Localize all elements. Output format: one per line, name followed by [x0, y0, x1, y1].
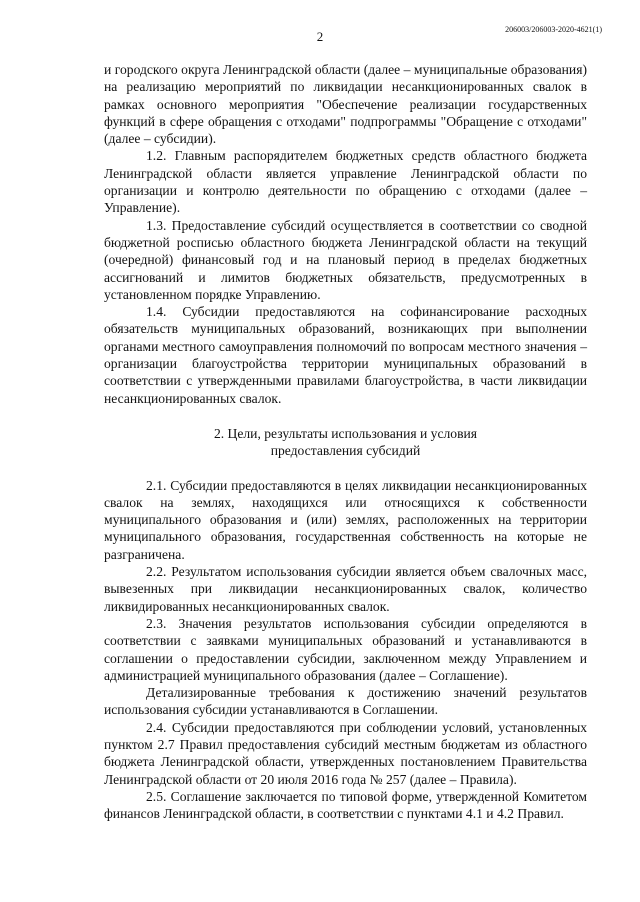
section-2-title-line-1: 2. Цели, результаты использования и условия [213, 425, 478, 441]
paragraph-2-3: 2.3. Значения результатов использования субсидии определяются в соответствии с заявками муниципальных образований и устанавливаются в соглашении о предоставлении субсидии, заключенном между Управлением и администрацией муниципального образования (далее – Соглашение). [104, 615, 587, 683]
section-2-title [104, 425, 587, 460]
paragraph-2-2: 2.2. Результатом использования субсидии является объем свалочных масс, вывезенных при ликвидации несанкционированных свалок, количество ликвидированных несанкционированных свалок. [104, 564, 587, 614]
paragraph-1-4: 1.4. Субсидии предоставляются на софинансирование расходных обязательств муниципальных образований, возникающих при выполнении органами местного самоуправления полномочий по вопросам местного значения – организации благоустройства территории муниципальных образований в соответствии с утвержденными правилами благоустройства, в части ликвидации несанкционированных свалок. [104, 304, 587, 406]
section-2-title-line-2: предоставления субсидий [270, 443, 421, 459]
paragraph-continuation: и городского округа Ленинградской области (далее – муниципальные образования) на реализацию мероприятий по ликвидации несанкционированных свалок в рамках основного мероприятия "Обеспечение реализации государственных функций в сфере обращения с отходами" подпрограммы "Обращение с отходами" (далее – субсидии). [104, 62, 587, 147]
document-code: 206003/206003-2020-4621(1) [505, 25, 602, 34]
paragraph-1-2: 1.2. Главным распорядителем бюджетных средств областного бюджета Ленинградской области является управление Ленинградской области по организации и контролю деятельности по обращению с отходами (далее – Управление). [104, 148, 587, 216]
paragraph-2-4: 2.4. Субсидии предоставляются при соблюдении условий, установленных пунктом 2.7 Правил предоставления субсидий местным бюджетам из областного бюджета Ленинградской области, утвержденных постановлением Правительства Ленинградской области от 20 июля 2016 года № 257 (далее – Правила). [104, 719, 587, 787]
paragraph-2-1: 2.1. Субсидии предоставляются в целях ликвидации несанкционированных свалок на землях, находящихся или относящихся к собственности муниципального образования и (или) землях, расположенных на территории муниципального образования, государственная собственность на которые не разграничена. [104, 477, 587, 562]
page-number: 2 [316, 29, 324, 44]
document-body [104, 61, 587, 822]
paragraph-1-3: 1.3. Предоставление субсидий осуществляется в соответствии со сводной бюджетной росписью областного бюджета Ленинградской области на текущий (очередной) финансовый год и на плановый период в пределах бюджетных ассигнований и лимитов бюджетных обязательств, предусмотренных в установленном порядке Управлению. [104, 217, 587, 302]
paragraph-2-3-details: Детализированные требования к достижению значений результатов использования субсидии устанавливаются в Соглашении. [104, 685, 587, 718]
paragraph-2-5: 2.5. Соглашение заключается по типовой форме, утвержденной Комитетом финансов Ленинградской области, в соответствии с пунктами 4.1 и 4.2 Правил. [104, 788, 587, 822]
